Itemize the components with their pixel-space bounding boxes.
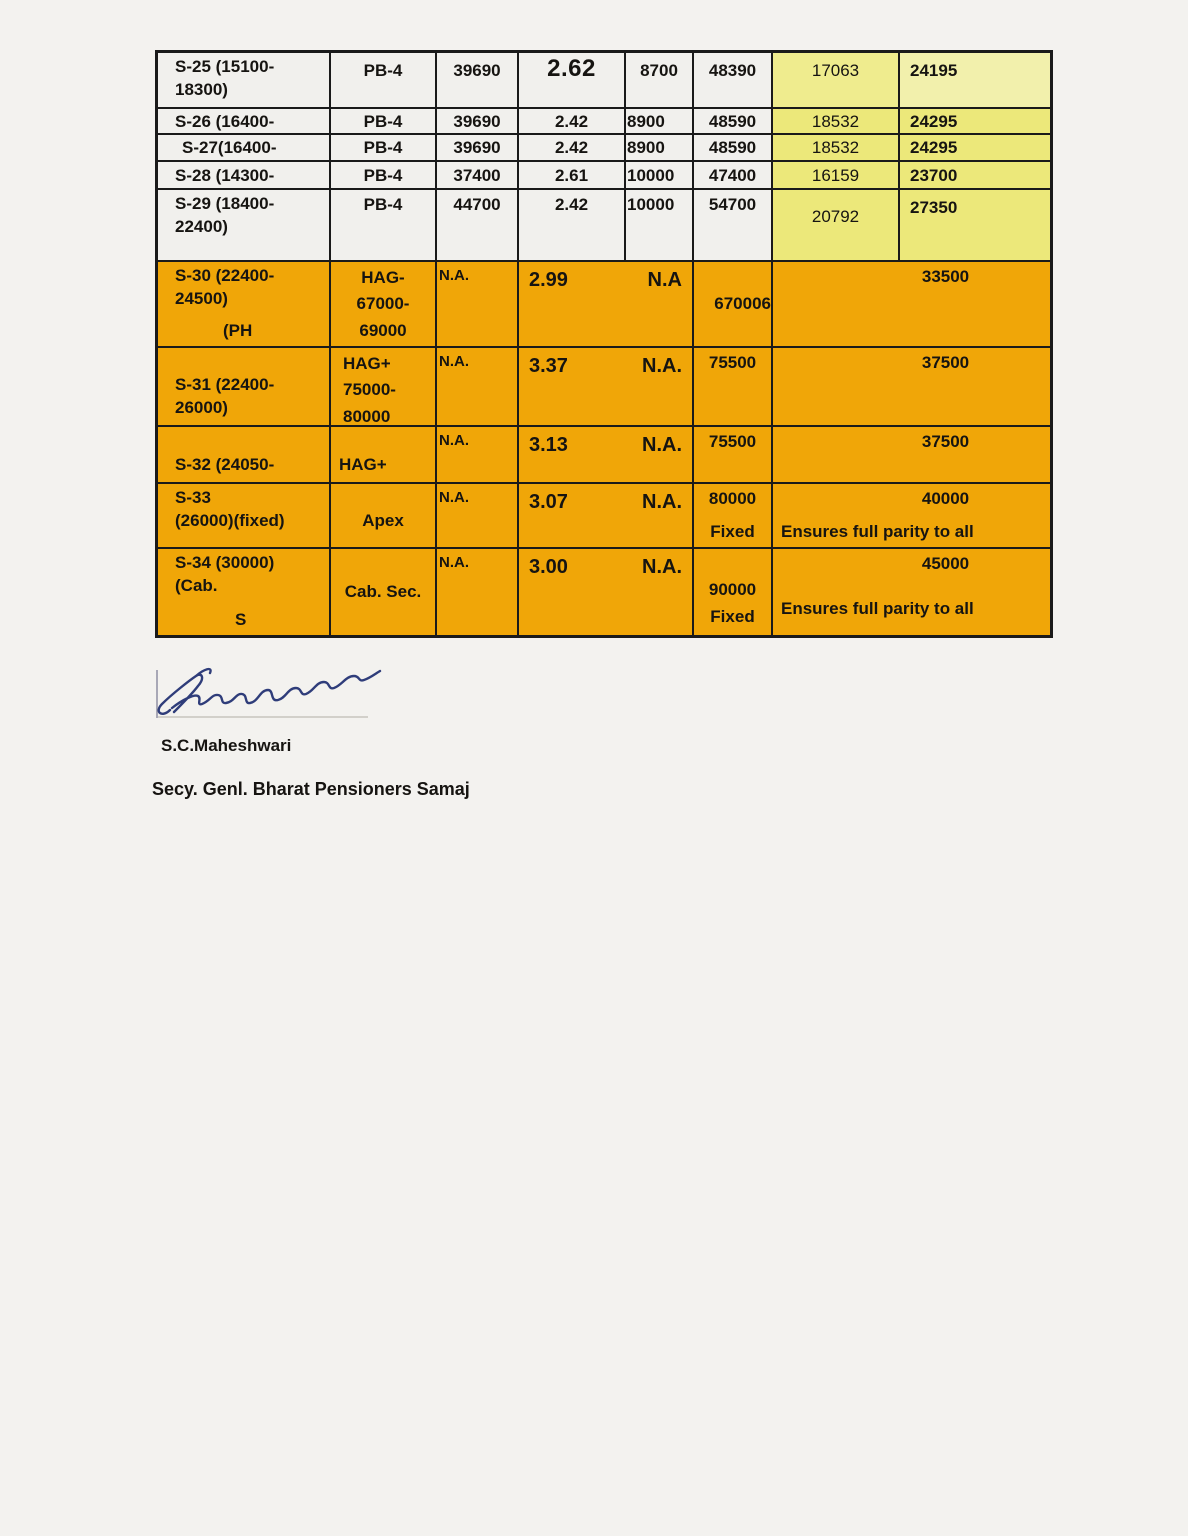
pension-cell (773, 484, 1050, 547)
band-line: 69000 (359, 320, 407, 340)
payband-cell (331, 262, 435, 346)
band-line: 75000- (343, 380, 396, 400)
total-cell: 48590 (694, 135, 771, 160)
fixed-label: Fixed (710, 606, 755, 626)
pension-cell: 16159 (773, 162, 898, 188)
scale-line: S-31 (22400- (175, 375, 275, 395)
scale-cell (158, 484, 329, 547)
pension2-cell: 24195 (900, 53, 1050, 107)
scale-line: S-25 (15100- (175, 57, 275, 76)
band-line: HAG+ (339, 455, 387, 475)
pension-cell: 18532 (773, 135, 898, 160)
scale-line: S-32 (24050- (175, 455, 275, 475)
pension2-cell: 27350 (900, 190, 1050, 260)
scale-lines (175, 552, 274, 598)
factor-value: 2.99 (529, 269, 568, 291)
fixed-label: Fixed (710, 522, 755, 542)
scale-line: 26000) (175, 398, 228, 418)
payband-cell (331, 348, 435, 425)
scale-line: S-29 (18400- (175, 194, 275, 213)
scale-line: 24500) (175, 288, 228, 308)
pension-value: 37500 (921, 353, 970, 372)
payband-cell: PB-4 (331, 53, 435, 107)
scale-line: (PH (223, 321, 253, 341)
total-cell: 48590 (694, 109, 771, 133)
pension-value: 45000 (921, 554, 970, 573)
scale-cell: S-28 (14300- (158, 162, 329, 188)
na-cell: N.A. (437, 427, 517, 482)
payband-cell: PB-4 (331, 190, 435, 260)
factor-cell: 2.42 (519, 109, 624, 133)
pay-cell: 39690 (437, 53, 517, 107)
factor-cell (519, 262, 692, 346)
pay-scale-table (155, 50, 1053, 638)
band-line: Apex (362, 511, 404, 531)
band-line: HAG- (361, 268, 405, 287)
scale-line: S-30 (22400- (175, 266, 275, 285)
payband-cell: PB-4 (331, 109, 435, 133)
pension-cell (773, 262, 1050, 346)
factor-value: 3.00 (529, 556, 568, 578)
total-cell: 75500 (694, 427, 771, 482)
band-line: Cab. Sec. (344, 582, 422, 602)
total-cell: 47400 (694, 162, 771, 188)
total-value: 90000 (708, 580, 757, 600)
factor-cell: 2.62 (519, 53, 624, 107)
na-cell: N.A. (437, 484, 517, 547)
scale-line: S (235, 610, 247, 630)
scale-line: S-34 (30000) (175, 553, 275, 572)
scale-line: 22400) (175, 216, 228, 236)
parity-note: Ensures full parity to all (781, 599, 974, 619)
scale-cell (158, 53, 329, 107)
pay-cell: 44700 (437, 190, 517, 260)
pension2-cell: 24295 (900, 135, 1050, 160)
band-line: 80000 (343, 406, 391, 426)
signatory-designation: Secy. Genl. Bharat Pensioners Samaj (152, 779, 470, 799)
total-value: 80000 (708, 489, 757, 508)
signatory-name: S.C.Maheshwari (161, 736, 292, 755)
gradepay-cell: 8700 (626, 53, 692, 107)
payband-cell: PB-4 (331, 135, 435, 160)
factor-value: 3.37 (529, 355, 568, 377)
na-value: N.A (647, 269, 682, 291)
factor-cell (519, 348, 692, 425)
gradepay-cell: 10000 (626, 190, 692, 260)
factor-value: 3.13 (529, 434, 568, 456)
pension-cell: 20792 (773, 190, 898, 260)
na-value: N.A. (642, 491, 682, 513)
payband-cell (331, 484, 435, 547)
factor-cell: 2.42 (519, 190, 624, 260)
signature-image (152, 660, 392, 724)
pay-cell: 39690 (437, 135, 517, 160)
pension-value: 33500 (921, 267, 970, 286)
pension-cell: 18532 (773, 109, 898, 133)
pension-value: 40000 (921, 489, 970, 508)
pension-cell (773, 549, 1050, 635)
scale-line: 18300) (175, 79, 228, 99)
total-cell: 670006 (694, 262, 771, 346)
payband-cell: PB-4 (331, 162, 435, 188)
scale-cell: S-26 (16400- (158, 109, 329, 133)
gradepay-cell: 8900 (626, 135, 692, 160)
signature-block (152, 660, 392, 729)
factor-cell: 2.42 (519, 135, 624, 160)
payband-cell (331, 427, 435, 482)
pension-cell: 17063 (773, 53, 898, 107)
pay-cell: 37400 (437, 162, 517, 188)
scale-line: (26000)(fixed) (175, 510, 285, 530)
na-value: N.A. (642, 434, 682, 456)
payband-cell (331, 549, 435, 635)
total-cell (694, 484, 771, 547)
total-cell: 75500 (694, 348, 771, 425)
total-cell: 54700 (694, 190, 771, 260)
na-cell: N.A. (437, 549, 517, 635)
total-cell: 48390 (694, 53, 771, 107)
factor-cell (519, 549, 692, 635)
pension-cell (773, 427, 1050, 482)
factor-cell (519, 484, 692, 547)
pension-value: 37500 (921, 432, 970, 451)
parity-note: Ensures full parity to all (781, 522, 974, 542)
scale-cell (158, 348, 329, 425)
band-line: 67000- (356, 294, 410, 314)
scale-cell: S-27(16400- (158, 135, 329, 160)
gradepay-cell: 8900 (626, 109, 692, 133)
scale-lines (175, 265, 274, 311)
factor-value: 3.07 (529, 491, 568, 513)
scale-cell (158, 549, 329, 635)
scale-cell (158, 262, 329, 346)
na-value: N.A. (642, 556, 682, 578)
pension-cell (773, 348, 1050, 425)
scale-line: S-33 (175, 488, 211, 507)
scale-cell (158, 190, 329, 260)
na-value: N.A. (642, 355, 682, 377)
band-line: HAG+ (343, 354, 391, 373)
scale-cell (158, 427, 329, 482)
signature-stroke (159, 669, 380, 714)
factor-cell: 2.61 (519, 162, 624, 188)
gradepay-cell: 10000 (626, 162, 692, 188)
scale-line: (Cab. (175, 575, 218, 595)
na-cell: N.A. (437, 348, 517, 425)
pension2-cell: 23700 (900, 162, 1050, 188)
factor-cell (519, 427, 692, 482)
pension2-cell: 24295 (900, 109, 1050, 133)
total-cell (694, 549, 771, 635)
na-cell: N.A. (437, 262, 517, 346)
pay-cell: 39690 (437, 109, 517, 133)
